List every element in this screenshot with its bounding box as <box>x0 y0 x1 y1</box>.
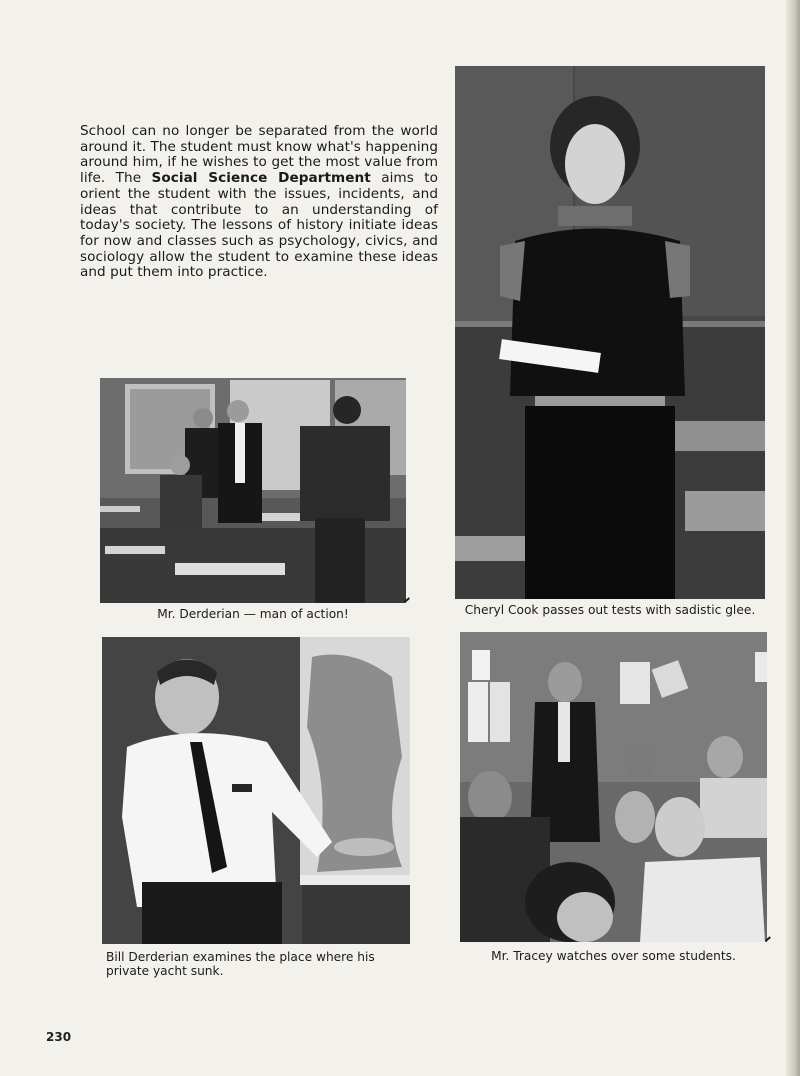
page-number: 230 <box>46 1030 72 1044</box>
photo-classroom <box>100 378 406 603</box>
caption-bill-derderian: Bill Derderian examines the place where his private yacht sunk. <box>106 950 375 978</box>
intro-text-part1: School can no longer be separated from the world around it. The student must know what's happening around him, if he wishes to get the most value from life. The <box>80 123 438 187</box>
page-edge-shadow <box>786 0 800 1076</box>
photo-mr-tracey <box>460 632 767 942</box>
photo-bill-derderian <box>102 637 410 944</box>
caption-classroom: Mr. Derderian — man of action! <box>157 607 349 621</box>
photo-cheryl-cook <box>455 66 765 599</box>
classroom-photo-art <box>100 378 406 603</box>
intro-text-part2: aims to orient the student with the issues, incidents, and ideas that contribute to an understanding of today's society. The lessons of history initiate ideas for now and classes such as psychology, civics, and sociology allow the student to examine these ideas and put them into practice. <box>80 170 439 281</box>
department-name: Social Science Department <box>151 170 371 187</box>
caption-mr-tracey: Mr. Tracey watches over some students. <box>491 949 736 963</box>
tracey-photo-art <box>460 632 767 942</box>
cheryl-photo-art <box>455 66 765 599</box>
intro-paragraph <box>80 124 438 281</box>
bill-photo-art <box>102 637 410 944</box>
caption-cheryl-cook: Cheryl Cook passes out tests with sadistic glee. <box>464 603 756 617</box>
